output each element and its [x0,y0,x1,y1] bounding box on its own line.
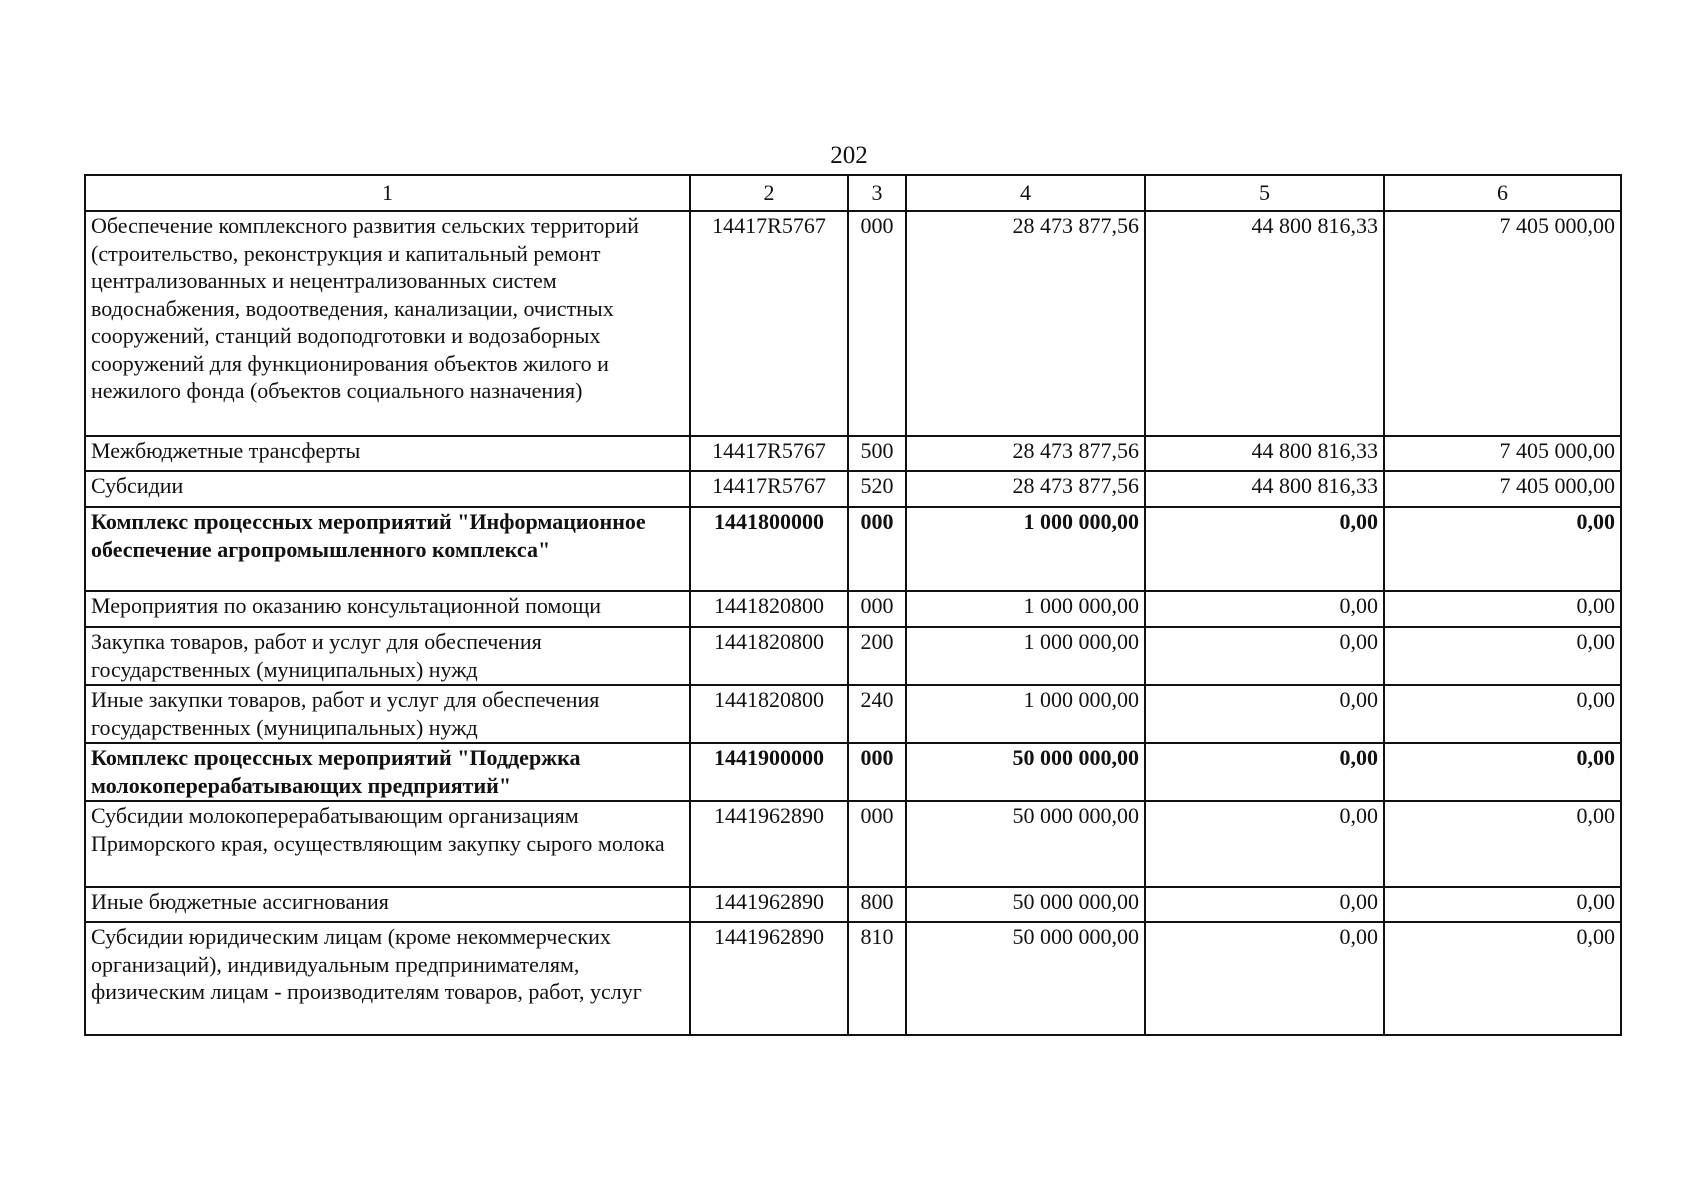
row-code: 1441820800 [690,627,848,685]
table-row [85,211,1621,436]
row-value-5: 44 800 816,33 [1145,211,1384,436]
row-code: 1441900000 [690,743,848,801]
table-row [85,591,1621,627]
row-name: Обеспечение комплексного развития сельских территорий (строительство, реконструкция и капитальный ремонт централизованных и нецентрализованных систем водоснабжения, водоотведения, канализации, очистных сооружений, станций водоподготовки и водозаборных сооружений для функционирования объектов жилого и нежилого фонда (объектов социального назначения) [85,211,690,436]
row-value-6: 7 405 000,00 [1384,471,1621,507]
table-row [85,922,1621,1035]
row-name: Межбюджетные трансферты [85,436,690,471]
row-value-5: 0,00 [1145,507,1384,591]
row-name: Мероприятия по оказанию консультационной помощи [85,591,690,627]
row-code: 1441820800 [690,685,848,743]
row-value-4: 50 000 000,00 [906,887,1145,922]
row-value-6: 0,00 [1384,743,1621,801]
column-header-5: 5 [1145,175,1384,211]
row-value-4: 28 473 877,56 [906,211,1145,436]
row-value-5: 0,00 [1145,922,1384,1035]
table-row-section [85,743,1621,801]
row-code: 1441820800 [690,591,848,627]
row-value-4: 50 000 000,00 [906,922,1145,1035]
row-code: 1441800000 [690,507,848,591]
row-name: Иные бюджетные ассигнования [85,887,690,922]
row-name: Субсидии юридическим лицам (кроме некоммерческих организаций), индивидуальным предпринимателям, физическим лицам - производителям товаров, работ, услуг [85,922,690,1035]
row-value-6: 0,00 [1384,801,1621,887]
row-value-6: 0,00 [1384,887,1621,922]
table-row [85,436,1621,471]
page-number: 202 [830,142,868,169]
row-value-4: 1 000 000,00 [906,591,1145,627]
row-code: 14417R5767 [690,471,848,507]
row-type: 810 [848,922,906,1035]
row-value-5: 0,00 [1145,685,1384,743]
row-value-6: 7 405 000,00 [1384,211,1621,436]
table-row [85,801,1621,887]
row-value-6: 0,00 [1384,507,1621,591]
row-value-5: 0,00 [1145,591,1384,627]
row-value-5: 44 800 816,33 [1145,436,1384,471]
row-value-4: 50 000 000,00 [906,743,1145,801]
budget-table [84,174,1622,1036]
row-value-5: 0,00 [1145,887,1384,922]
row-code: 1441962890 [690,922,848,1035]
row-value-6: 0,00 [1384,627,1621,685]
row-value-4: 28 473 877,56 [906,436,1145,471]
row-value-4: 50 000 000,00 [906,801,1145,887]
table-row-section [85,507,1621,591]
row-type: 240 [848,685,906,743]
column-header-1: 1 [85,175,690,211]
row-name: Субсидии молокоперерабатывающим организациям Приморского края, осуществляющим закупку сырого молока [85,801,690,887]
row-value-6: 0,00 [1384,591,1621,627]
row-name: Субсидии [85,471,690,507]
row-value-4: 28 473 877,56 [906,471,1145,507]
column-header-2: 2 [690,175,848,211]
row-name: Комплекс процессных мероприятий "Поддержка молокоперерабатывающих предприятий" [85,743,690,801]
table-header-row [85,175,1621,211]
table-row [85,685,1621,743]
row-value-5: 44 800 816,33 [1145,471,1384,507]
row-type: 000 [848,591,906,627]
row-value-4: 1 000 000,00 [906,685,1145,743]
row-type: 500 [848,436,906,471]
row-type: 800 [848,887,906,922]
table-row [85,627,1621,685]
table-row [85,887,1621,922]
table-row [85,471,1621,507]
column-header-4: 4 [906,175,1145,211]
row-value-4: 1 000 000,00 [906,507,1145,591]
row-code: 14417R5767 [690,211,848,436]
row-name: Закупка товаров, работ и услуг для обеспечения государственных (муниципальных) нужд [85,627,690,685]
row-type: 000 [848,211,906,436]
row-type: 000 [848,801,906,887]
row-type: 000 [848,507,906,591]
row-value-5: 0,00 [1145,743,1384,801]
row-value-5: 0,00 [1145,801,1384,887]
row-value-4: 1 000 000,00 [906,627,1145,685]
row-value-6: 7 405 000,00 [1384,436,1621,471]
row-code: 1441962890 [690,801,848,887]
row-name: Иные закупки товаров, работ и услуг для обеспечения государственных (муниципальных) нужд [85,685,690,743]
row-type: 520 [848,471,906,507]
row-code: 14417R5767 [690,436,848,471]
row-value-5: 0,00 [1145,627,1384,685]
row-name: Комплекс процессных мероприятий "Информационное обеспечение агропромышленного комплекса" [85,507,690,591]
column-header-6: 6 [1384,175,1621,211]
row-code: 1441962890 [690,887,848,922]
column-header-3: 3 [848,175,906,211]
row-type: 200 [848,627,906,685]
row-value-6: 0,00 [1384,685,1621,743]
row-type: 000 [848,743,906,801]
row-value-6: 0,00 [1384,922,1621,1035]
